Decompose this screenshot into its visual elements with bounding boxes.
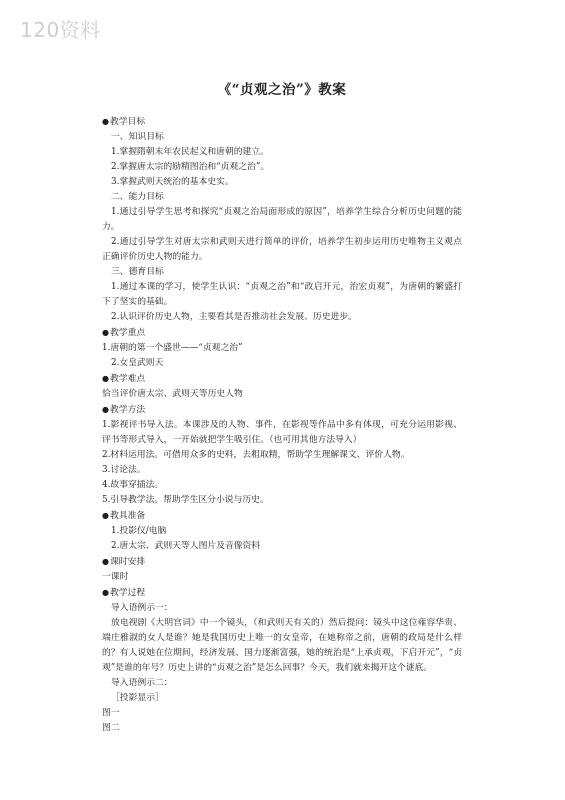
paragraph: 1.影视评书导入法。本课涉及的人物、事件，在影视等作品中多有体现，可充分运用影视、评书等形式导入，一开始就把学生吸引住。（也可用其他方法导入） [102,420,462,445]
subsection-intro-example-1: 导入语例示一： [111,603,173,613]
list-item: 5.引导教学法。帮助学生区分小说与历史。 [102,495,269,505]
paragraph: 2.认识评价历史人物，主要看其是否推动社会发展、历史进步。 [111,312,357,322]
paragraph: 1.通过引导学生思考和探究“贞观之治局面形成的原因”，培养学生综合分析历史问题的能力。 [102,207,462,232]
subsection-ability: 二、能力目标 [111,192,164,202]
section-heading-aids: ● 教具准备 [102,508,462,524]
section-heading-methods: ● 教学方法 [102,402,462,418]
list-item: 1.投影仪/电脑 [111,526,167,536]
paragraph: 2.通过引导学生对唐太宗和武则天进行简单的评价，培养学生初步运用历史唯物主义观点正确评价历史人物的能力。 [102,237,462,262]
list-item: 2.女皇武则天 [111,358,164,368]
list-item: 1.掌握隋朝末年农民起义和唐朝的建立。 [111,147,269,157]
paragraph: 1.通过本课的学习，使学生认识：“贞观之治”和“政启开元，治宏贞观”，为唐朝的繁盛打下了坚实的基础。 [102,282,462,307]
list-item: 4.故事穿插法。 [102,480,164,490]
document-title: 《“贞观之治”》教案 [217,82,347,98]
list-item: 2.材料运用法。可借用众多的史料，去粗取精，帮助学生理解课文、评价人物。 [102,450,410,460]
projection-note: ［投影显示］ [111,693,164,703]
paragraph: 放电视剧《大明宫词》中一个镜头，（和武则天有关的）然后提问：镜头中这位雍容华贵、端庄雅淑的女人是谁？她是我国历史上唯一的女皇帝，在她称帝之前，唐朝的政局是什么样的？有人说她在位期间，经济发展、国力逐渐富强，她的统治是“上承贞观，下启开元”，“贞观”是谁的年号？历史上讲的“贞观之治”是怎么回事？今天，我们就来揭开这个谜底。 [102,618,462,673]
list-item: 3.讨论法。 [102,465,146,475]
list-item: 1.唐朝的第一个盛世——“贞观之治” [102,343,243,353]
list-item: 2.掌握唐太宗的励精图治和“贞观之治”。 [111,162,270,172]
figure-label: 图二 [102,723,120,733]
subsection-moral: 三、德育目标 [111,267,164,277]
section-heading-objectives: ● 教学目标 [102,114,462,130]
figure-label: 图一 [102,708,120,718]
subsection-intro-example-2: 导入语例示二： [111,678,173,688]
section-heading-difficulties: ● 教学难点 [102,371,462,387]
section-heading-process: ● 教学过程 [102,585,462,601]
section-heading-schedule: ● 课时安排 [102,554,462,570]
watermark-logo: 120资料 [20,18,101,42]
list-item: 3.掌握武则天统治的基本史实。 [111,177,234,187]
document-body [102,78,462,736]
list-item: 恰当评价唐太宗、武则天等历史人物 [102,389,243,399]
section-heading-key-points: ● 教学重点 [102,325,462,341]
list-item: 一课时 [102,572,129,582]
list-item: 2.唐太宗、武则天等人图片及音像资料 [111,541,261,551]
subsection-knowledge: 一、知识目标 [111,132,164,142]
